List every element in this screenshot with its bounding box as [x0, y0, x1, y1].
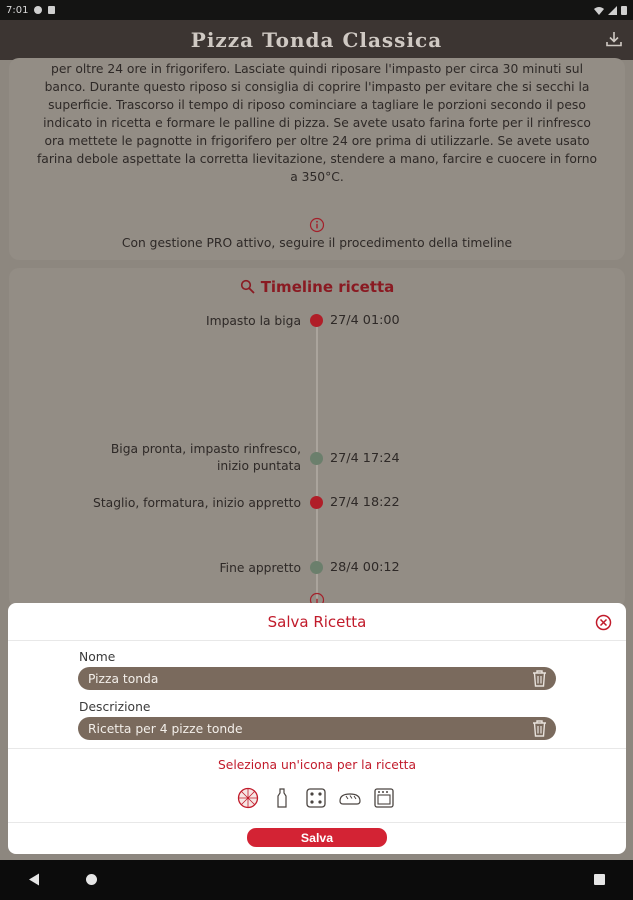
search-icon [240, 279, 256, 295]
wifi-icon [594, 6, 604, 15]
timeline-item-label: Staglio, formatura, inizio appretto [93, 496, 301, 510]
trash-icon[interactable] [531, 719, 548, 738]
close-icon[interactable] [595, 614, 612, 631]
timeline-dot [310, 314, 323, 327]
name-field-value: Pizza tonda [88, 671, 159, 686]
recents-icon[interactable] [594, 874, 605, 885]
procedure-card [9, 58, 625, 260]
timeline-title-text: Timeline ricetta [260, 278, 395, 296]
divider [8, 640, 626, 641]
back-icon[interactable] [28, 873, 40, 886]
page-title: Pizza Tonda Classica [190, 28, 443, 52]
description-field[interactable] [78, 717, 556, 740]
choose-icon-label: Seleziona un'icona per la ricetta [217, 758, 417, 772]
description-field-value: Ricetta per 4 pizze tonde [88, 721, 243, 736]
timeline-card [9, 268, 625, 608]
bottle-icon[interactable] [270, 786, 294, 810]
description-label: Descrizione [79, 700, 151, 714]
divider [8, 822, 626, 823]
timeline-item-time: 27/4 18:22 [330, 495, 400, 510]
procedure-text: per oltre 24 ore in frigorifero. Lasciate quindi riposare l'impasto per circa 30 minuti sul banco. Durante questo riposo si consiglia di coprire l'impasto per evitare che si secchi la superficie. Trascorso il tempo di riposo cominciare a tagliare le porzioni secondo il peso indicato in ricetta e formare le palline di pizza. Se avete usato farina forte per il rinfresco ora mettete le pagnotte in frigorifero per oltre 24 ore prima di utilizzarle. Se avete usato farina debole aspettate la corretta lievitazione, stendere a mano, farcire e cuocere in forno a 350°C. [36, 62, 598, 184]
divider [8, 748, 626, 749]
status-bar [0, 0, 633, 20]
name-field[interactable] [78, 667, 556, 690]
timeline-item-time: 27/4 17:24 [330, 451, 400, 466]
timeline-item-label: Impasto la biga [205, 314, 301, 328]
notification-icon [34, 6, 42, 14]
download-icon[interactable] [605, 30, 623, 48]
timeline-item-label: Biga pronta, impasto rinfresco, inizio puntata [110, 442, 301, 473]
save-recipe-dialog [8, 603, 626, 854]
timeline-item-label: Fine appretto [219, 561, 301, 575]
name-label: Nome [79, 650, 116, 664]
timeline-title [9, 278, 625, 296]
dialog-title: Salva Ricetta [267, 612, 367, 631]
timeline-dot [310, 452, 323, 465]
home-icon[interactable] [86, 874, 97, 885]
signal-icon [608, 6, 617, 15]
status-time: 7:01 [6, 4, 29, 16]
info-icon[interactable] [309, 217, 325, 233]
sim-icon [48, 6, 55, 14]
trash-icon[interactable] [531, 669, 548, 688]
pro-note: Con gestione PRO attivo, seguire il procedimento della timeline [121, 236, 513, 250]
battery-icon [621, 5, 627, 15]
dice-icon[interactable] [304, 786, 328, 810]
navigation-bar [0, 860, 633, 900]
save-button[interactable]: Salva [247, 828, 387, 847]
timeline-item-time: 28/4 00:12 [330, 560, 400, 575]
app-bar [0, 20, 633, 60]
timeline-item-time: 27/4 01:00 [330, 313, 400, 328]
pizza-icon[interactable] [236, 786, 260, 810]
timeline-dot [310, 561, 323, 574]
oven-icon[interactable] [372, 786, 396, 810]
timeline-dot [310, 496, 323, 509]
recipe-icon-picker [236, 786, 396, 810]
bread-icon[interactable] [338, 786, 362, 810]
